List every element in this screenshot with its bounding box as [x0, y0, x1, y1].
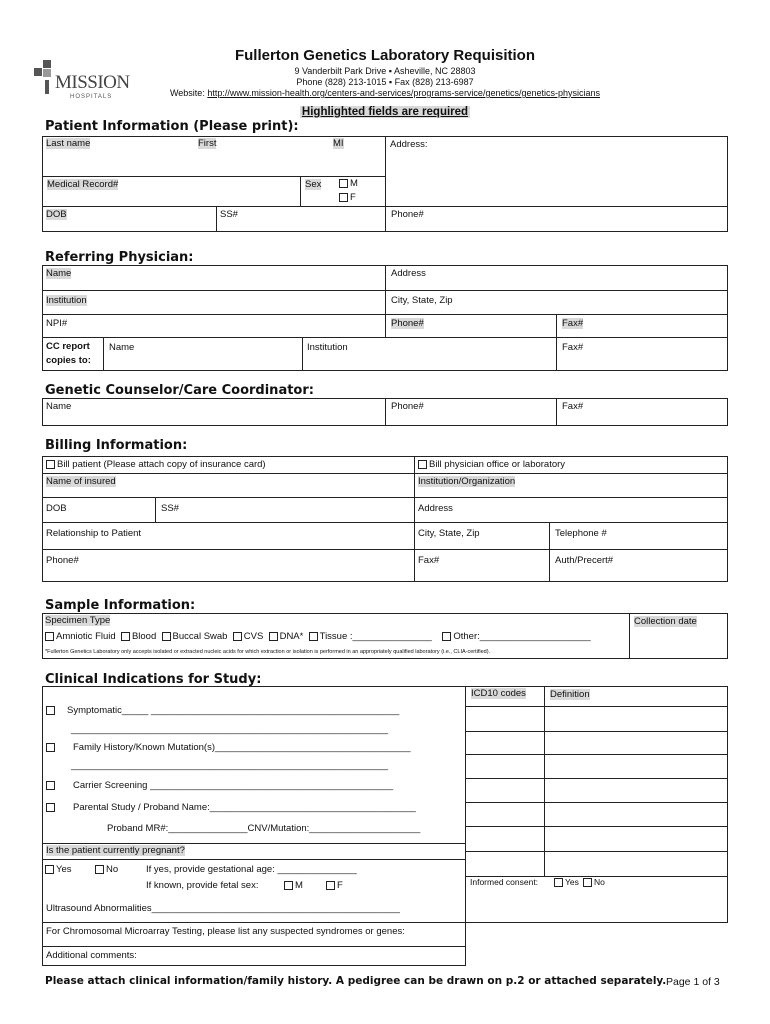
pregnant-no-label: No [106, 864, 119, 875]
bill-patient-label: Bill patient (Please attach copy of insurance card) [57, 459, 266, 470]
lab-website [0, 88, 770, 98]
pregnant-yes-label: Yes [56, 864, 72, 875]
dob-cell[interactable] [42, 206, 217, 232]
checkbox-icon[interactable] [46, 743, 55, 752]
billing-phone-label: Phone# [46, 555, 79, 566]
checkbox-icon[interactable] [95, 865, 104, 874]
icd-row-line [465, 826, 728, 827]
billing-fax-cell[interactable] [414, 549, 550, 582]
lab-phone: Phone (828) 213-1015 ▪ Fax (828) 213-6987 [296, 77, 474, 87]
informed-consent-label: Informed consent: [470, 877, 539, 887]
icd-row-line [465, 754, 728, 755]
ref-address-cell[interactable] [385, 265, 728, 291]
name-insured-label: Name of insured [46, 476, 116, 487]
logo-name: MISSION [55, 72, 130, 93]
checkbox-icon[interactable] [284, 881, 293, 890]
tissue-option[interactable] [309, 631, 432, 642]
additional-comments-cell[interactable] [42, 946, 466, 966]
npi-label: NPI# [46, 318, 68, 329]
checkbox-icon[interactable] [45, 632, 54, 641]
sex-m-option[interactable] [339, 178, 358, 189]
billing-ssn-label: SS# [161, 503, 179, 514]
ssn-label: SS# [220, 209, 238, 220]
medical-record-cell[interactable] [42, 176, 301, 207]
medical-record-label: Medical Record# [47, 179, 119, 190]
pregnant-no-option[interactable] [95, 864, 118, 875]
mi-label: MI [333, 138, 344, 149]
cvs-label: CVS [243, 631, 264, 642]
buccal-option[interactable] [162, 631, 228, 642]
relationship-label: Relationship to Patient [46, 528, 142, 539]
billing-address-label: Address [418, 503, 453, 514]
sex-m-label: M [350, 178, 358, 189]
ref-fax-cell[interactable] [556, 314, 728, 338]
ref-name-cell[interactable] [42, 265, 386, 291]
website-link[interactable]: http://www.mission-health.org/centers-and-services/programs-service/genetics/genetics-physicians [207, 88, 601, 98]
checkbox-icon[interactable] [339, 193, 348, 202]
counselor-fax-cell[interactable] [556, 398, 728, 426]
icd-row-line [465, 706, 728, 707]
patient-heading: Patient Information (Please print): [45, 119, 299, 134]
cma-label: For Chromosomal Microarray Testing, please list any suspected syndromes or genes: [46, 926, 405, 937]
ultrasound-label: Ultrasound Abnormalities_______________________________________________ [46, 903, 400, 914]
last-name-label: Last name [46, 138, 91, 149]
bill-patient-option[interactable] [46, 459, 266, 470]
institution-org-label: Institution/Organization [418, 476, 516, 487]
checkbox-icon[interactable] [46, 460, 55, 469]
checkbox-icon[interactable] [46, 803, 55, 812]
cma-cell[interactable] [42, 922, 466, 947]
collection-date-label: Collection date [634, 616, 697, 627]
checkbox-icon[interactable] [233, 632, 242, 641]
counselor-name-cell[interactable] [42, 398, 386, 426]
copies-to-label: copies to: [46, 355, 91, 366]
billing-dob-cell[interactable] [42, 497, 156, 523]
buccal-label: Buccal Swab [172, 631, 228, 642]
cc-institution-label: Institution [307, 342, 348, 353]
sex-f-label: F [350, 192, 356, 203]
ref-fax-label: Fax# [562, 318, 584, 329]
checkbox-icon[interactable] [339, 179, 348, 188]
bill-physician-label: Bill physician office or laboratory [429, 459, 566, 470]
ref-address-label: Address [391, 268, 426, 279]
billing-city-label: City, State, Zip [418, 528, 480, 539]
ref-phone-cell[interactable] [385, 314, 557, 338]
ref-city-cell[interactable] [385, 290, 728, 315]
icd-row-line [465, 731, 728, 732]
checkbox-icon[interactable] [46, 706, 55, 715]
specimen-type-label: Specimen Type [45, 615, 111, 626]
ref-institution-cell[interactable] [42, 290, 386, 315]
dna-footnote: *Fullerton Genetics Laboratory only accepts isolated or extracted nucleic acids for which extraction or isolation is performed in an appropriately qualified laboratory (i.e., CLIA-certified). [45, 649, 491, 655]
bill-patient-cell[interactable] [42, 456, 415, 474]
checkbox-icon[interactable] [442, 632, 451, 641]
symptomatic-label: Symptomatic_____ _______________________________________________ [67, 705, 400, 716]
fetal-f-option[interactable] [326, 880, 343, 891]
ref-institution-label: Institution [46, 295, 87, 306]
auth-cell[interactable] [549, 549, 728, 582]
checkbox-icon[interactable] [121, 632, 130, 641]
counselor-phone-cell[interactable] [385, 398, 557, 426]
fetal-m-option[interactable] [284, 880, 303, 891]
carrier-label: Carrier Screening ______________________________________________ [73, 780, 394, 791]
amniotic-option[interactable] [45, 631, 116, 642]
cc-name-cell[interactable] [103, 337, 303, 371]
billing-address-cell[interactable] [414, 497, 728, 523]
bill-physician-cell[interactable] [414, 456, 728, 474]
required-note: Highlighted fields are required [301, 106, 469, 118]
icd-row-line [465, 851, 728, 852]
checkbox-icon[interactable] [162, 632, 171, 641]
checkbox-icon[interactable] [269, 632, 278, 641]
referring-heading: Referring Physician: [45, 250, 194, 265]
gestational-label: If yes, provide gestational age: _______________ [146, 864, 357, 875]
cc-report-cell [42, 337, 104, 371]
phone-label: Phone# [391, 209, 424, 220]
checkbox-icon[interactable] [554, 878, 563, 887]
family-option[interactable] [46, 742, 57, 753]
icd10-panel [465, 686, 728, 923]
fetal-sex-label: If known, provide fetal sex: [146, 880, 259, 891]
bill-physician-option[interactable] [418, 459, 565, 470]
tissue-label: Tissue :_______________ [319, 631, 432, 642]
ic-no-option[interactable] [583, 877, 605, 887]
carrier-option[interactable] [46, 780, 57, 791]
billing-phone-cell[interactable] [42, 549, 415, 582]
definition-header: Definition [550, 689, 590, 700]
cc-fax-cell[interactable] [556, 337, 728, 371]
parental-label: Parental Study / Proband Name:_______________________________________ [73, 802, 416, 813]
family-line2: ____________________________________________________________ [71, 760, 389, 771]
lab-address: 9 Vanderbilt Park Drive ▪ Asheville, NC 28803 [294, 66, 476, 76]
pregnant-question: Is the patient currently pregnant? [46, 845, 185, 856]
pregnant-yes-option[interactable] [45, 864, 72, 875]
checkbox-icon[interactable] [45, 865, 54, 874]
checkbox-icon[interactable] [583, 878, 592, 887]
patient-name-cell[interactable] [42, 136, 386, 177]
checkbox-icon[interactable] [46, 781, 55, 790]
family-history-label: Family History/Known Mutation(s)_____________________________________ [73, 742, 411, 753]
counselor-name-label: Name [46, 401, 72, 412]
billing-heading: Billing Information: [45, 438, 188, 453]
additional-comments-label: Additional comments: [46, 950, 137, 961]
cc-fax-label: Fax# [562, 342, 584, 353]
icd-row-line [465, 778, 728, 779]
checkbox-icon[interactable] [326, 881, 335, 890]
patient-address-cell[interactable] [385, 136, 728, 207]
required-note-wrap [0, 102, 770, 120]
fetal-f-label: F [337, 880, 343, 891]
counselor-heading: Genetic Counselor/Care Coordinator: [45, 383, 314, 398]
sex-f-option[interactable] [339, 192, 356, 203]
cc-report-label: CC report [46, 341, 90, 352]
dna-option[interactable] [269, 631, 304, 642]
auth-label: Auth/Precert# [555, 555, 614, 566]
ic-yes-label: Yes [565, 877, 579, 887]
ic-no-label: No [594, 877, 605, 887]
blood-label: Blood [131, 631, 157, 642]
specimen-options [45, 631, 591, 642]
page-title: Fullerton Genetics Laboratory Requisition [234, 47, 536, 64]
icd10-header: ICD10 codes [471, 688, 526, 699]
dna-label: DNA* [279, 631, 304, 642]
billing-dob-label: DOB [46, 503, 67, 514]
cc-name-label: Name [109, 342, 135, 353]
fetal-m-label: M [295, 880, 303, 891]
icd-row-line [465, 876, 728, 877]
specimen-cell [42, 613, 630, 659]
icd-row-line [465, 802, 728, 803]
blood-option[interactable] [121, 631, 156, 642]
dob-label: DOB [46, 209, 67, 220]
ic-yes-option[interactable] [554, 877, 579, 887]
other-label: Other:_____________________ [453, 631, 591, 642]
ssn-cell[interactable] [216, 206, 386, 232]
telephone-label: Telephone # [555, 528, 607, 539]
checkbox-icon[interactable] [309, 632, 318, 641]
first-name-label: First [198, 138, 217, 149]
cc-institution-cell[interactable] [302, 337, 557, 371]
proband-label: Proband MR#:_______________CNV/Mutation:_____________________ [107, 823, 421, 834]
relationship-cell[interactable] [42, 522, 415, 550]
symptomatic-option[interactable] [46, 705, 57, 716]
other-option[interactable] [442, 631, 590, 642]
collection-date-cell[interactable] [629, 613, 728, 659]
checkbox-icon[interactable] [418, 460, 427, 469]
billing-fax-label: Fax# [418, 555, 440, 566]
counselor-phone-label: Phone# [391, 401, 424, 412]
clinical-heading: Clinical Indications for Study: [45, 672, 262, 687]
attach-note: Please attach clinical information/family history. A pedigree can be drawn on p.2 or attached separately. [45, 975, 667, 987]
billing-ssn-cell[interactable] [155, 497, 415, 523]
ref-city-label: City, State, Zip [391, 295, 453, 306]
telephone-cell[interactable] [549, 522, 728, 550]
patient-phone-cell[interactable] [385, 206, 728, 232]
address-label: Address: [390, 139, 428, 150]
logo-sub: HOSPITALS [70, 94, 113, 100]
billing-city-cell[interactable] [414, 522, 550, 550]
npi-cell[interactable] [42, 314, 386, 338]
institution-org-cell[interactable] [414, 473, 728, 498]
website-label: Website: [169, 88, 205, 98]
symptomatic-line2: ____________________________________________________________ [71, 724, 389, 735]
sex-label: Sex [305, 179, 322, 190]
page-number: Page 1 of 3 [666, 976, 720, 988]
cvs-option[interactable] [233, 631, 264, 642]
counselor-fax-label: Fax# [562, 401, 584, 412]
name-insured-cell[interactable] [42, 473, 415, 498]
parental-option[interactable] [46, 802, 57, 813]
ref-name-label: Name [46, 268, 72, 279]
sample-heading: Sample Information: [45, 598, 196, 613]
ref-phone-label: Phone# [391, 318, 424, 329]
sex-cell [300, 176, 386, 207]
amniotic-label: Amniotic Fluid [56, 631, 116, 642]
